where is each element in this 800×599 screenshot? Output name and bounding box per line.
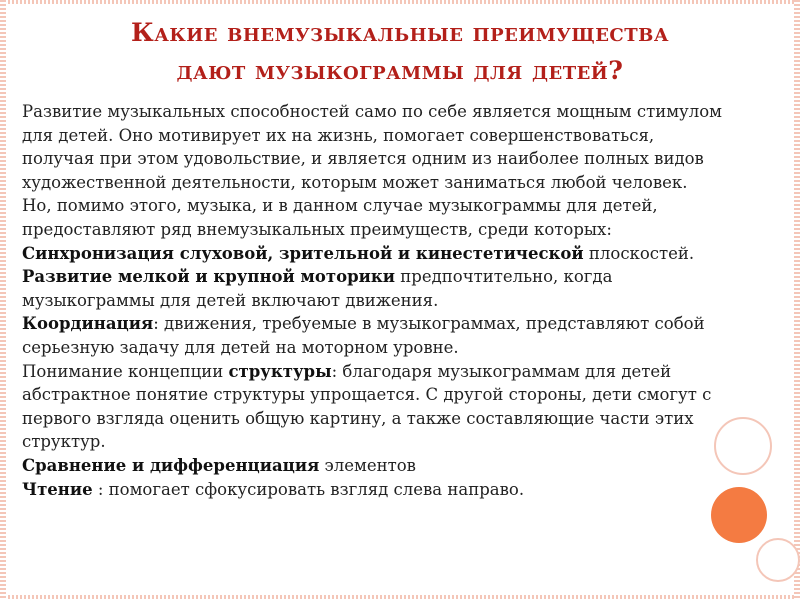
item-bold: Координация bbox=[22, 314, 154, 334]
item-text: элементов bbox=[319, 455, 416, 475]
item-bold: Развитие мелкой и крупной моторики bbox=[22, 267, 396, 287]
slide-body bbox=[22, 100, 722, 501]
slide-border-top bbox=[0, 0, 800, 4]
intro-paragraph: Развитие музыкальных способностей само по себе является мощным стимулом для детей. Оно мотивирует их на жизнь, помогает совершенствоваться, получая при этом удовольствие, и является одним из наиболее полных видов художественной деятельности, которым может заниматься любой человек. Но, помимо этого, музыка, и в данном случае музыкограммы для детей, предоставляют ряд внемузыкальных преимуществ, среди которых: bbox=[22, 102, 722, 239]
list-item bbox=[22, 242, 722, 266]
slide-border-bottom bbox=[0, 595, 800, 599]
item-bold: структуры bbox=[228, 361, 332, 381]
item-text: плоскостей. bbox=[583, 243, 695, 263]
slide-border-right bbox=[794, 0, 800, 599]
list-item bbox=[22, 454, 722, 478]
title-line-2: дают музыкограммы для детей? bbox=[176, 56, 624, 85]
decorative-orange-circle bbox=[711, 487, 767, 543]
slide-border-left bbox=[0, 0, 6, 599]
slide-title bbox=[40, 14, 760, 90]
list-item bbox=[22, 265, 722, 312]
item-text: : помогает сфокусировать взгляд слева направо. bbox=[92, 479, 525, 499]
list-item bbox=[22, 360, 722, 454]
decorative-ring-small bbox=[756, 538, 800, 582]
title-line-1: Какие внемузыкальные преимущества bbox=[130, 18, 670, 47]
item-text: предпочтительно, когда музыкограммы для детей включают движения. bbox=[22, 267, 613, 310]
item-bold: Чтение bbox=[22, 479, 93, 499]
item-bold: Сравнение и дифференциация bbox=[22, 455, 320, 475]
item-text: : движения, требуемые в музыкограммах, представляют собой серьезную задачу для детей на моторном уровне. bbox=[22, 314, 705, 357]
item-text: : благодаря музыкограммам для детей абстрактное понятие структуры упрощается. С другой стороны, дети смогут с первого взгляда оценить общую картину, а также составляющие части этих структур. bbox=[22, 361, 712, 452]
list-item bbox=[22, 478, 722, 502]
item-bold: Синхронизация слуховой, зрительной и кинестетической bbox=[22, 243, 584, 263]
item-prefix: Понимание концепции bbox=[22, 361, 229, 381]
list-item bbox=[22, 312, 722, 359]
decorative-ring bbox=[714, 417, 772, 475]
